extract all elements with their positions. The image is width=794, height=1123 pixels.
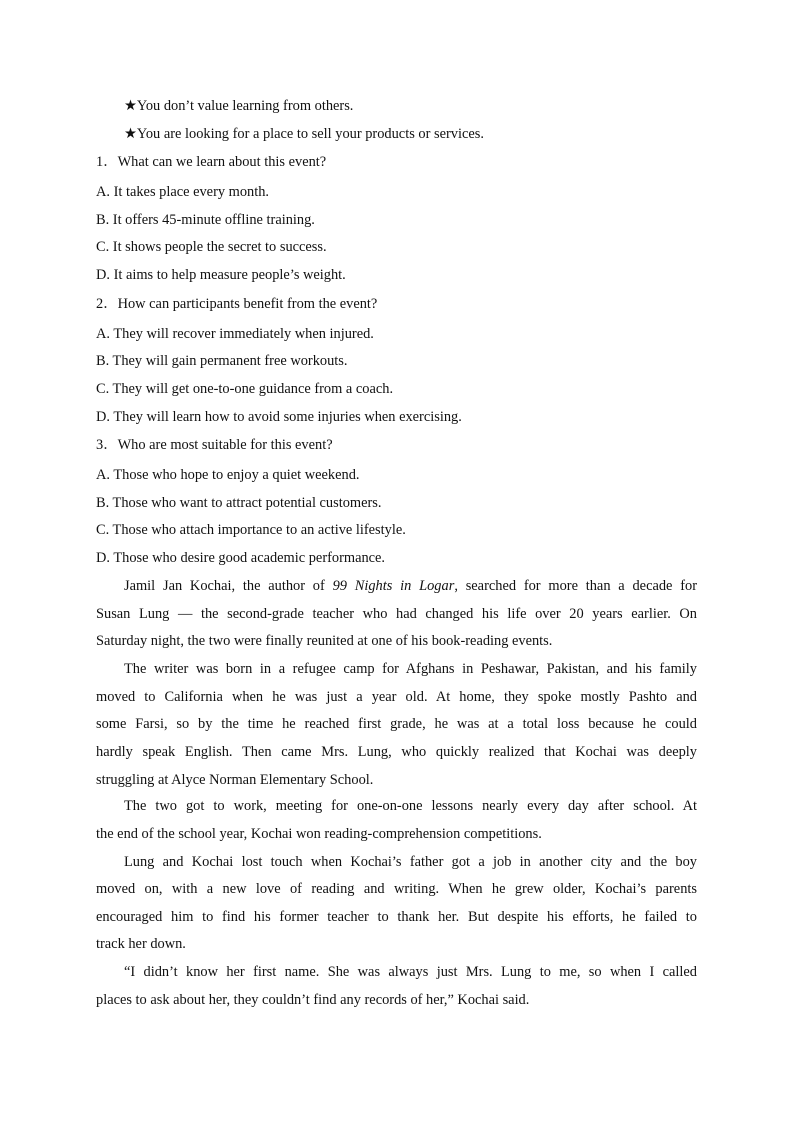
passage-line: Lung and Kochai lost touch when Kochai’s father got a job in another city and the boy — [124, 854, 697, 870]
passage-text: , searched for more than a decade for — [454, 578, 697, 594]
passage-line: moved to California when he was just a year old. At home, they spoke mostly Pashto and — [96, 689, 697, 705]
passage-line: places to ask about her, they couldn’t find any records of her,” Kochai said. — [96, 992, 530, 1008]
option-d: D. It aims to help measure people’s weight. — [96, 267, 346, 283]
passage-line: The writer was born in a refugee camp for Afghans in Peshawar, Pakistan, and his family — [124, 661, 697, 677]
option-a: A. It takes place every month. — [96, 184, 270, 200]
option-b: B. They will gain permanent free workouts. — [96, 353, 348, 369]
passage-text: Jamil Jan Kochai, the author of — [124, 578, 333, 594]
option-d: D. They will learn how to avoid some injuries when exercising. — [96, 409, 462, 425]
option-c: C. Those who attach importance to an active lifestyle. — [96, 522, 406, 538]
question-stem: 3．Who are most suitable for this event? — [96, 437, 333, 453]
passage-line: The two got to work, meeting for one-on-one lessons nearly every day after school. At — [124, 798, 697, 814]
passage-line: hardly speak English. Then came Mrs. Lung, who quickly realized that Kochai was deeply — [96, 744, 697, 760]
passage-line: the end of the school year, Kochai won reading-comprehension competitions. — [96, 826, 542, 842]
question-stem: 1．What can we learn about this event? — [96, 154, 327, 170]
passage-line: “I didn’t know her first name. She was always just Mrs. Lung to me, so when I called — [124, 964, 697, 980]
option-a: A. They will recover immediately when injured. — [96, 326, 374, 342]
intro-bullet: ★You don’t value learning from others. — [124, 98, 354, 114]
passage-line: moved on, with a new love of reading and writing. When he grew older, Kochai’s parents — [96, 881, 697, 897]
passage-line — [124, 577, 697, 595]
passage-line: some Farsi, so by the time he reached first grade, he was at a total loss because he could — [96, 716, 697, 732]
passage-line: track her down. — [96, 936, 186, 952]
option-c: C. It shows people the secret to success. — [96, 239, 327, 255]
passage-line: encouraged him to find his former teacher to thank her. But despite his efforts, he failed to — [96, 909, 697, 925]
option-c: C. They will get one-to-one guidance from a coach. — [96, 381, 394, 397]
passage-line: struggling at Alyce Norman Elementary School. — [96, 772, 374, 788]
book-title: 99 Nights in Logar — [332, 578, 455, 594]
option-b: B. It offers 45-minute offline training. — [96, 212, 315, 228]
intro-bullet: ★You are looking for a place to sell your products or services. — [124, 126, 484, 142]
option-d: D. Those who desire good academic performance. — [96, 550, 386, 566]
passage-line: Susan Lung — the second-grade teacher who had changed his life over 20 years earlier. On — [96, 606, 697, 622]
passage-line: Saturday night, the two were finally reunited at one of his book-reading events. — [96, 633, 553, 649]
question-stem: 2．How can participants benefit from the event? — [96, 296, 378, 312]
option-a: A. Those who hope to enjoy a quiet weekend. — [96, 467, 360, 483]
option-b: B. Those who want to attract potential customers. — [96, 495, 382, 511]
